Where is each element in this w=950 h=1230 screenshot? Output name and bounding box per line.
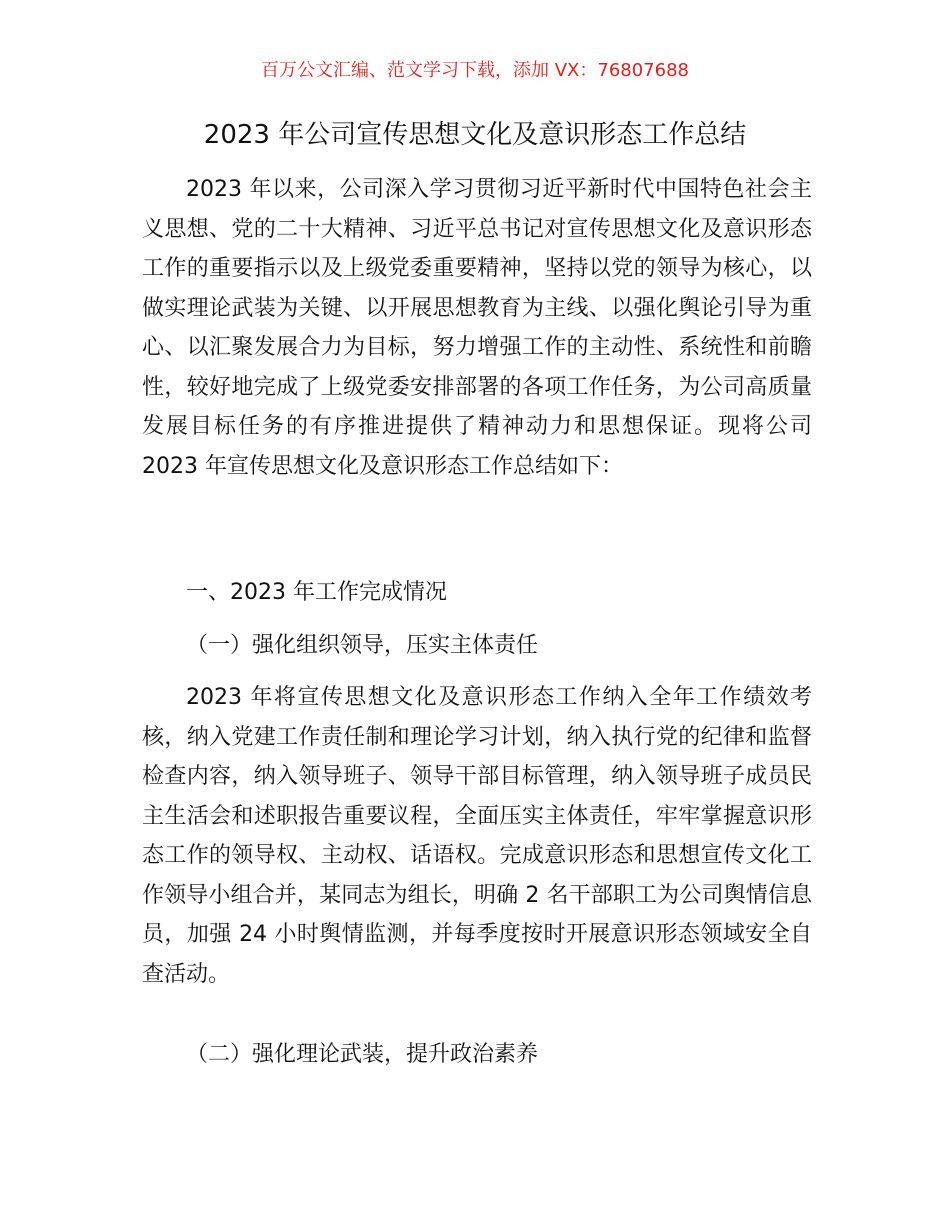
subsection-heading-1: （一）强化组织领导，压实主体责任	[186, 633, 539, 658]
subsection-heading-2: （二）强化理论武装，提升政治素养	[186, 1042, 539, 1067]
header-note: 百万公文汇编、范文学习下载，添加 VX：76807688	[261, 60, 689, 81]
subsection-1-paragraph: 2023 年将宣传思想文化及意识形态工作纳入全年工作绩效考核，纳入党建工作责任制和理论学习计划，纳入执行党的纪律和监督检查内容，纳入领导班子、领导干部目标管理，纳入领导班子成员民主生活会和述职报告重要议程，全面压实主体责任，牢牢掌握意识形态工作的领导权、主动权、话语权。完成意识形态和思想宣传文化工作领导小组合并，某同志为组长，明确 2 名干部职工为公司舆情信息员，加强 24 小时舆情监测，并每季度按时开展意识形态领域安全自查活动。	[142, 685, 812, 987]
section-heading-1: 一、2023 年工作完成情况	[186, 580, 447, 605]
intro-paragraph: 2023 年以来，公司深入学习贯彻习近平新时代中国特色社会主义思想、党的二十大精神、习近平总书记对宣传思想文化及意识形态工作的重要指示以及上级党委重要精神，坚持以党的领导为核心，以做实理论武装为关键、以开展思想教育为主线、以强化舆论引导为重心、以汇聚发展合力为目标，努力增强工作的主动性、系统性和前瞻性，较好地完成了上级党委安排部署的各项工作任务，为公司高质量发展目标任务的有序推进提供了精神动力和思想保证。现将公司 2023 年宣传思想文化及意识形态工作总结如下：	[142, 177, 812, 479]
document-title: 2023 年公司宣传思想文化及意识形态工作总结	[203, 120, 747, 150]
